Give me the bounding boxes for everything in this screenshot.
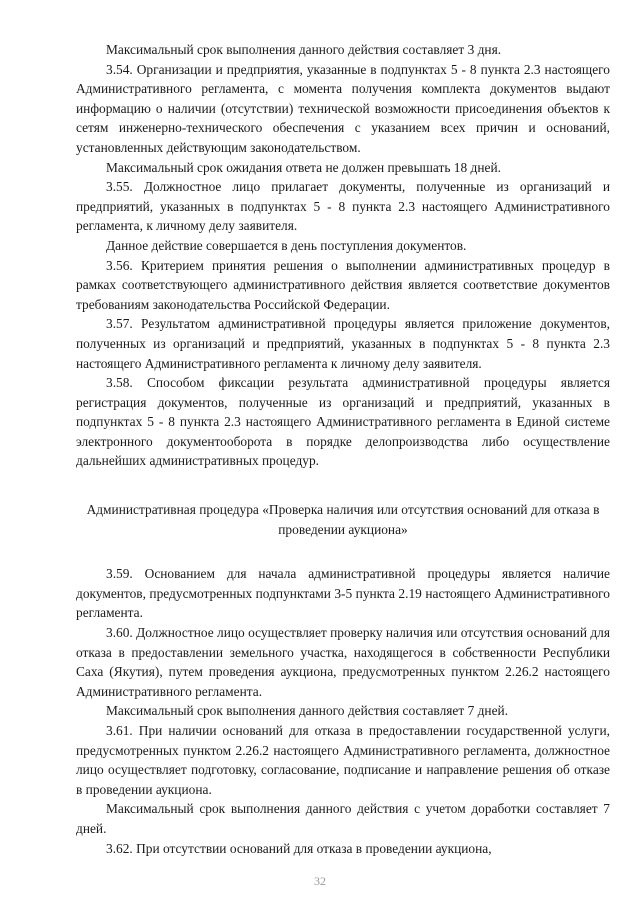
paragraph: Максимальный срок выполнения данного действия с учетом доработки составляет 7 дней. (76, 801, 610, 836)
paragraph: Максимальный срок выполнения данного действия составляет 3 дня. (106, 42, 502, 57)
page-number: 32 (314, 874, 326, 888)
paragraph: Данное действие совершается в день поступления документов. (106, 237, 467, 253)
section-heading: Административная процедура «Проверка наличия или отсутствия оснований для отказа в проведении аукциона» (86, 502, 600, 537)
paragraph: 3.61. При наличии оснований для отказа в предоставлении государственной услуги, предусмотренных пунктом 2.26.2 настоящего Административного регламента, должностное лицо осуществляет подготовку, согласование, подписание и направление решения об отказе в проведении аукциона. (76, 723, 610, 797)
paragraph: 3.60. Должностное лицо осуществляет проверку наличия или отсутствия оснований для отказа в предоставлении земельного участка, находящегося в собственности Республики Саха (Якутия), путем проведения аукциона, предусмотренных пунктом 2.26.2 настоящего Административного регламента. (76, 625, 610, 699)
paragraph: 3.56. Критерием принятия решения о выполнении административных процедур в рамках соответствующего административного действия является соответствие документов требованиям законодательства Российской Федерации. (76, 257, 610, 312)
document-page (76, 40, 610, 858)
paragraph: 3.57. Результатом административной процедуры является приложение документов, полученных из организаций и предприятий, указанных в подпунктах 5 - 8 пункта 2.3 настоящего Административного регламента к личному делу заявителя. (76, 316, 610, 371)
paragraph: Максимальный срок выполнения данного действия составляет 7 дней. (106, 703, 509, 719)
paragraph: 3.59. Основанием для начала административной процедуры является наличие документов, предусмотренных подпунктами 3-5 пункта 2.19 настоящего Административного регламента. (76, 566, 610, 621)
paragraph: 3.58. Способом фиксации результата административной процедуры является регистрация документов, полученные из организаций и предприятий, указанных в подпунктах 5 - 8 пункта 2.3 настоящего Административного регламента в Единой системе электронного документооборота в порядке делопроизводства либо осуществление дальнейших административных процедур. (76, 375, 610, 469)
paragraph: Максимальный срок ожидания ответа не должен превышать 18 дней. (106, 159, 501, 175)
paragraph: 3.62. При отсутствии оснований для отказа в проведении аукциона, (106, 840, 492, 856)
paragraph: 3.55. Должностное лицо прилагает документы, полученные из организаций и предприятий, указанных в подпунктах 5 - 8 пункта 2.3 настоящего Административного регламента, к личному делу заявителя. (76, 179, 610, 234)
paragraph: 3.54. Организации и предприятия, указанные в подпунктах 5 - 8 пункта 2.3 настоящего Административного регламента, с момента получения комплекта документов выдают информацию о наличии (отсутствии) технической возможности присоединения объектов к сетям инженерно-технического обеспечения с указанием всех причин и оснований, установленных действующим законодательством. (76, 61, 610, 155)
